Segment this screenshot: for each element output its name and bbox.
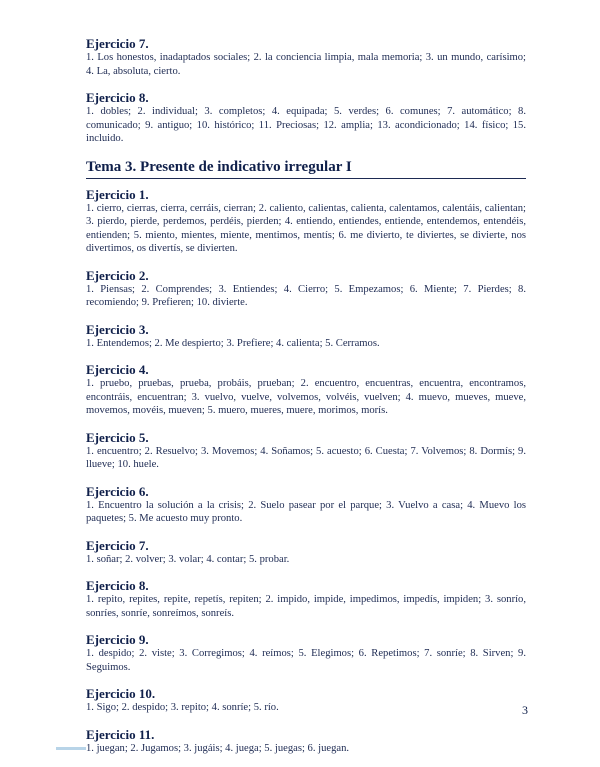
exercise-title: Ejercicio 5. [86,429,149,445]
theme-title: Tema 3. Presente de indicativo irregular I [86,158,526,179]
page-content [86,36,526,767]
exercise-block [86,187,526,256]
exercise-block [86,362,526,418]
page-number: 3 [522,703,528,717]
exercise-title: Ejercicio 11. [86,726,155,742]
exercise-title: Ejercicio 7. [86,36,149,51]
exercise-block [86,686,526,715]
exercise-block [86,90,526,146]
exercise-block [86,727,526,756]
exercise-title: Ejercicio 8. [86,90,149,105]
exercise-title: Ejercicio 8. [86,578,149,593]
exercise-answers: 1. encuentro; 2. Resuelvo; 3. Movemos; 4. Soñamos; 5. acuesto; 6. Cuesta; 7. Volvemos; 8. Dormís; 9. llueve; 10. huele. [86,445,526,470]
exercise-title: Ejercicio 2. [86,267,149,283]
exercise-block [86,538,526,567]
exercise-title: Ejercicio 3. [86,321,149,337]
exercise-answers: 1. cierro, cierras, cierra, cerráis, cierran; 2. caliento, calientas, calienta, calentamos, calentáis, calientan; 3. pierdo, pierde, perdemos, perdéis, pierden; 4. entiendo, entiendes, entiende, entendemos, entendéis, entienden; 5. miento, mientes, miente, mentimos, mentís; 6. me divierto, te diviertes, se divierte, nos divertimos, os divertís, se divierten. [86,202,526,254]
exercise-block [86,578,526,620]
exercise-block [86,322,526,351]
exercise-title: Ejercicio 4. [86,362,149,377]
exercise-title: Ejercicio 9. [86,632,149,647]
exercise-answers: 1. Sigo; 2. despido; 3. repito; 4. sonríe; 5. río. [86,702,279,713]
exercise-answers: 1. repito, repites, repite, repetís, repiten; 2. impido, impide, impedimos, impedís, impiden; 3. sonrío, sonríes, sonríe, sonreímos, sonreís. [86,594,526,619]
exercise-answers: 1. dobles; 2. individual; 3. completos; 4. equipada; 5. verdes; 6. comunes; 7. automático; 8. comunicado; 9. antiguo; 10. histórico; 11. Preciosas; 12. amplia; 13. acondicionado; 14. físico; 15. incluido. [86,106,526,144]
theme-heading-block [86,158,526,179]
exercise-block [86,484,526,526]
exercise-answers: 1. Entendemos; 2. Me despierto; 3. Prefiere; 4. calienta; 5. Cerramos. [86,337,380,349]
exercise-answers: 1. juegan; 2. Jugamos; 3. jugáis; 4. juega; 5. juegas; 6. juegan. [86,742,350,754]
exercise-answers: 1. Los honestos, inadaptados sociales; 2. la conciencia limpia, mala memoria; 3. un mundo, carísimo; 4. La, absoluta, cierto. [86,52,526,77]
exercise-answers: 1. pruebo, pruebas, prueba, probáis, prueban; 2. encuentro, encuentras, encuentra, encontramos, encontráis, encuentran; 3. vuelvo, vuelve, volvemos, volvéis, vuelven; 4. muevo, mueves, mueve, movemos, movéis, mueven; 5. muero, mueres, muere, morimos, morís. [86,378,526,416]
exercise-answers: 1. despido; 2. viste; 3. Corregimos; 4. reímos; 5. Elegimos; 6. Repetimos; 7. sonríe; 8. Sirven; 9. Seguimos. [86,648,526,673]
exercise-title: Ejercicio 6. [86,483,149,499]
exercise-block [86,36,526,78]
exercise-block [86,268,526,310]
exercise-answers: 1. Encuentro la solución a la crisis; 2. Suelo pasear por el parque; 3. Vuelvo a casa; 4. Muevo los paquetes; 5. Me acuesto muy pronto. [86,499,526,524]
exercise-answers: 1. Piensas; 2. Comprendes; 3. Entiendes; 4. Cierro; 5. Empezamos; 6. Miente; 7. Pierdes; 8. recomiendo; 9. Prefieren; 10. divierte. [86,283,526,308]
exercise-title: Ejercicio 10. [86,686,156,701]
exercise-block [86,430,526,472]
exercise-title: Ejercicio 1. [86,186,149,202]
exercise-block [86,632,526,674]
exercise-title: Ejercicio 7. [86,537,149,553]
exercise-answers: 1. soñar; 2. volver; 3. volar; 4. contar; 5. probar. [86,553,290,565]
